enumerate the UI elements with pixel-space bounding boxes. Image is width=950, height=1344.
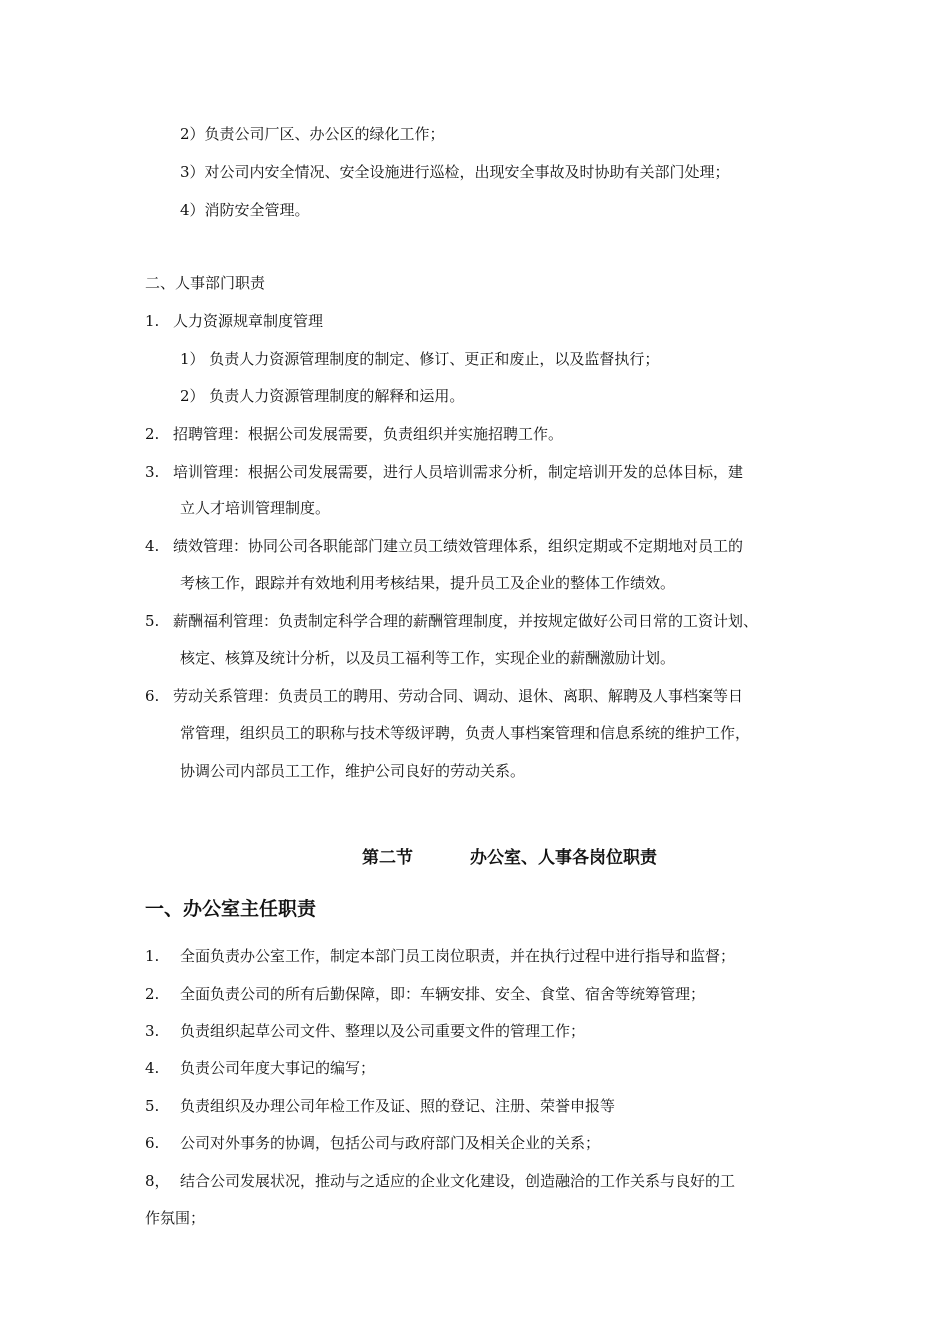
list-item: 招聘管理：根据公司发展需要，负责组织并实施招聘工作。 — [173, 425, 564, 443]
section-label: 第二节 — [362, 848, 413, 868]
list-item-number: 6. — [145, 687, 160, 705]
sub-list-item: 1） 负责人力资源管理制度的制定、修订、更正和废止，以及监督执行； — [180, 350, 660, 368]
list-item-continuation: 考核工作，跟踪并有效地利用考核结果，提升员工及企业的整体工作绩效。 — [180, 574, 676, 592]
list-item-number: 2. — [145, 425, 160, 443]
list-item-number: 4. — [145, 537, 160, 555]
list-item-number: 4. — [145, 1059, 160, 1077]
list-item: 2）负责公司厂区、办公区的绿化工作； — [180, 125, 445, 143]
list-item-number: 1. — [145, 947, 160, 965]
list-item: 负责公司年度大事记的编写； — [180, 1059, 376, 1077]
list-item-continuation: 协调公司内部员工工作，维护公司良好的劳动关系。 — [180, 762, 526, 780]
list-item-continuation: 核定、核算及统计分析，以及员工福利等工作，实现企业的薪酬激励计划。 — [180, 649, 676, 667]
sub-list-item: 2） 负责人力资源管理制度的解释和运用。 — [180, 387, 465, 405]
list-item-number: 5. — [145, 1097, 160, 1115]
list-item: 负责组织及办理公司年检工作及证、照的登记、注册、荣誉申报等 — [180, 1097, 616, 1115]
list-item: 公司对外事务的协调，包括公司与政府部门及相关企业的关系； — [180, 1134, 601, 1152]
list-item-continuation: 作氛围； — [145, 1209, 206, 1227]
list-item-continuation: 立人才培训管理制度。 — [180, 499, 331, 517]
list-item: 薪酬福利管理：负责制定科学合理的薪酬管理制度，并按规定做好公司日常的工资计划、 — [173, 612, 759, 630]
list-item-number: 1. — [145, 312, 160, 330]
list-item: 人力资源规章制度管理 — [173, 312, 324, 330]
list-item: 全面负责公司的所有后勤保障，即：车辆安排、安全、食堂、宿舍等统筹管理； — [180, 985, 706, 1003]
list-item-number: 3. — [145, 1022, 160, 1040]
subsection-heading: 一、办公室主任职责 — [145, 898, 317, 920]
list-item: 劳动关系管理：负责员工的聘用、劳动合同、调动、退休、离职、解聘及人事档案等日 — [173, 687, 744, 705]
list-item-number: 6. — [145, 1134, 160, 1152]
list-item: 负责组织起草公司文件、整理以及公司重要文件的管理工作； — [180, 1022, 586, 1040]
section-heading: 二、人事部门职责 — [145, 274, 266, 292]
list-item-continuation: 常管理，组织员工的职称与技术等级评聘，负责人事档案管理和信息系统的维护工作， — [180, 724, 751, 742]
list-item: 结合公司发展状况，推动与之适应的企业文化建设，创造融洽的工作关系与良好的工 — [180, 1172, 736, 1190]
list-item-number: 5. — [145, 612, 160, 630]
list-item: 培训管理：根据公司发展需要，进行人员培训需求分析，制定培训开发的总体目标，建 — [173, 463, 744, 481]
list-item: 4）消防安全管理。 — [180, 201, 310, 219]
list-item: 绩效管理：协同公司各职能部门建立员工绩效管理体系，组织定期或不定期地对员工的 — [173, 537, 744, 555]
list-item-number: 3. — [145, 463, 160, 481]
list-item: 全面负责办公室工作，制定本部门员工岗位职责，并在执行过程中进行指导和监督； — [180, 947, 736, 965]
section-title-text: 办公室、人事各岗位职责 — [470, 848, 657, 868]
list-item-number: 2. — [145, 985, 160, 1003]
list-item: 3）对公司内安全情况、安全设施进行巡检，出现安全事故及时协助有关部门处理； — [180, 163, 730, 181]
list-item-number: 8， — [145, 1172, 170, 1190]
